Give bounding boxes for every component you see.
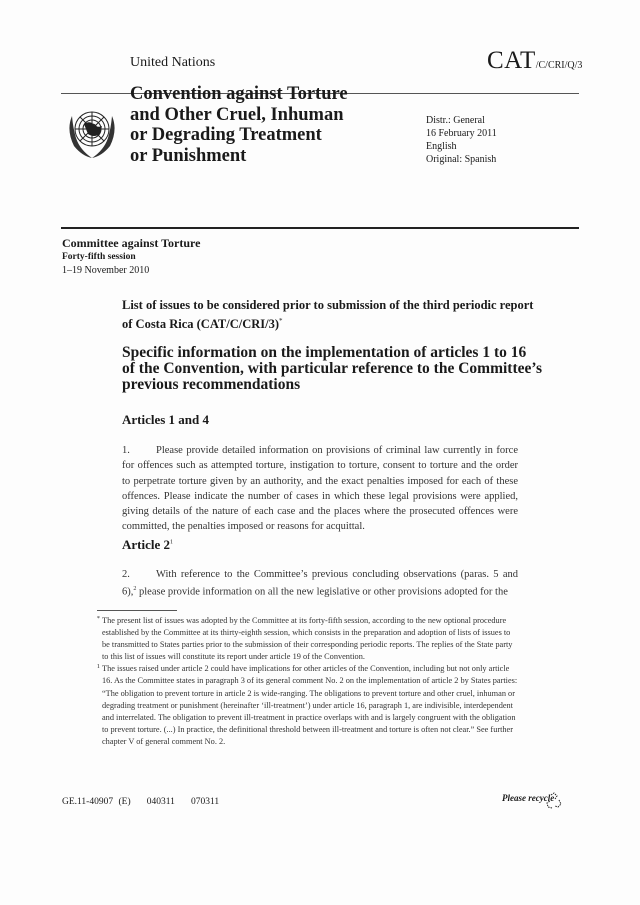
footnote-text: The present list of issues was adopted by the Committee at its forty-fifth session, according to the new optional procedure established by the Committee at its thirty-eighth session, which consists in the preparation and adoption of lists of issues to be transmitted to States parties prior to the submission of their corresponding periodic reports. The replies of the State party to this list of issues will constitute its report under article 19 of the Convention. bbox=[102, 616, 513, 662]
paragraph-text: With reference to the Committee’s previous concluding observations (paras. 5 and 6), bbox=[122, 569, 518, 598]
recycle-icon bbox=[545, 792, 563, 810]
job-number: GE.11-40907 (E) 040311 070311 bbox=[62, 797, 220, 807]
section-rule bbox=[61, 227, 579, 229]
original-language: Original: Spanish bbox=[426, 154, 497, 165]
heading-articles-1-and-4: Articles 1 and 4 bbox=[122, 412, 210, 427]
footnote-mark: * bbox=[96, 615, 100, 622]
session-dates: 1–19 November 2010 bbox=[62, 265, 150, 276]
convention-title-line: Convention against Torture bbox=[130, 84, 348, 104]
footnote-separator bbox=[97, 610, 177, 611]
issue-date: 16 February 2011 bbox=[426, 128, 497, 139]
committee-name: Committee against Torture bbox=[62, 236, 201, 250]
list-of-issues-title bbox=[122, 297, 542, 332]
document-symbol bbox=[487, 47, 582, 75]
recycle-label: Please recycle bbox=[502, 793, 555, 803]
convention-title bbox=[130, 84, 430, 166]
convention-title-line: or Punishment bbox=[130, 145, 247, 166]
heading-article-2 bbox=[122, 537, 173, 553]
footnotes bbox=[88, 615, 520, 748]
document-symbol-main: CAT bbox=[487, 47, 536, 74]
footnote-ref[interactable]: 1 bbox=[170, 539, 174, 546]
convention-title-line: and Other Cruel, Inhuman bbox=[130, 104, 344, 125]
paragraph-number: 1. bbox=[122, 445, 130, 456]
document-symbol-sub: /C/CRI/Q/3 bbox=[535, 60, 583, 71]
footnote bbox=[88, 615, 520, 663]
paragraph-text: Please provide detailed information on provisions of criminal law currently in force for offences such as attempted torture, instigation to torture, consent to torture and the order to perpetrate torture given by an authority, and the exact penalties imposed for each of these offences. Please indicate the number of cases in which these legal provisions were applied, giving details of the nature of each case and the places where the prosecuted offences were committed, the penalties imposed or reasons for acquittal. bbox=[122, 445, 518, 533]
paragraph-2 bbox=[122, 567, 518, 600]
footnote-mark: 1 bbox=[96, 663, 100, 671]
heading-text: Article 2 bbox=[122, 537, 171, 552]
footnote-text: The issues raised under article 2 could have implications for other articles of the Convention, including but not only article 16. As the Committee states in paragraph 3 of its general comment No. 2 on the implementation of article 2 by States parties: “The obligation to prevent torture in article 2 is wide-ranging. The obligations to prevent torture and other cruel, inhuman or degrading treatment or punishment (hereinafter ‘ill-treatment’) under article 16, paragraph 1, are indivisible, interdependent and interrelated. The obligation to prevent ill-treatment in practice overlaps with and is largely congruent with the obligation to prevent torture. (...) In practice, the definitional threshold between ill-treatment and torture is often not clear.” See further chapter V of general comment No. 2. bbox=[102, 664, 518, 746]
footnote bbox=[88, 663, 520, 748]
distribution-info bbox=[426, 114, 497, 166]
section-title: Specific information on the implementation of articles 1 to 16 of the Convention, with particular reference to the Committee’s previous recommendations bbox=[122, 344, 542, 393]
session-name: Forty-fifth session bbox=[62, 252, 136, 262]
footnote-ref[interactable]: * bbox=[279, 317, 283, 325]
paragraph-number: 2. bbox=[122, 569, 130, 580]
paragraph-text: please provide information on all the new legislative or other provisions adopted for the bbox=[136, 586, 508, 598]
distribution-type: Distr.: General bbox=[426, 115, 485, 126]
paragraph-1 bbox=[122, 443, 518, 535]
organization-name: United Nations bbox=[130, 55, 216, 70]
convention-title-line: or Degrading Treatment bbox=[130, 125, 322, 145]
list-of-issues-title-text: List of issues to be considered prior to submission of the third periodic report of Costa Rica (CAT/C/CRI/3) bbox=[122, 298, 534, 332]
language: English bbox=[426, 141, 457, 152]
footnote-ref[interactable]: 2 bbox=[133, 586, 137, 593]
un-emblem-icon bbox=[64, 102, 120, 160]
